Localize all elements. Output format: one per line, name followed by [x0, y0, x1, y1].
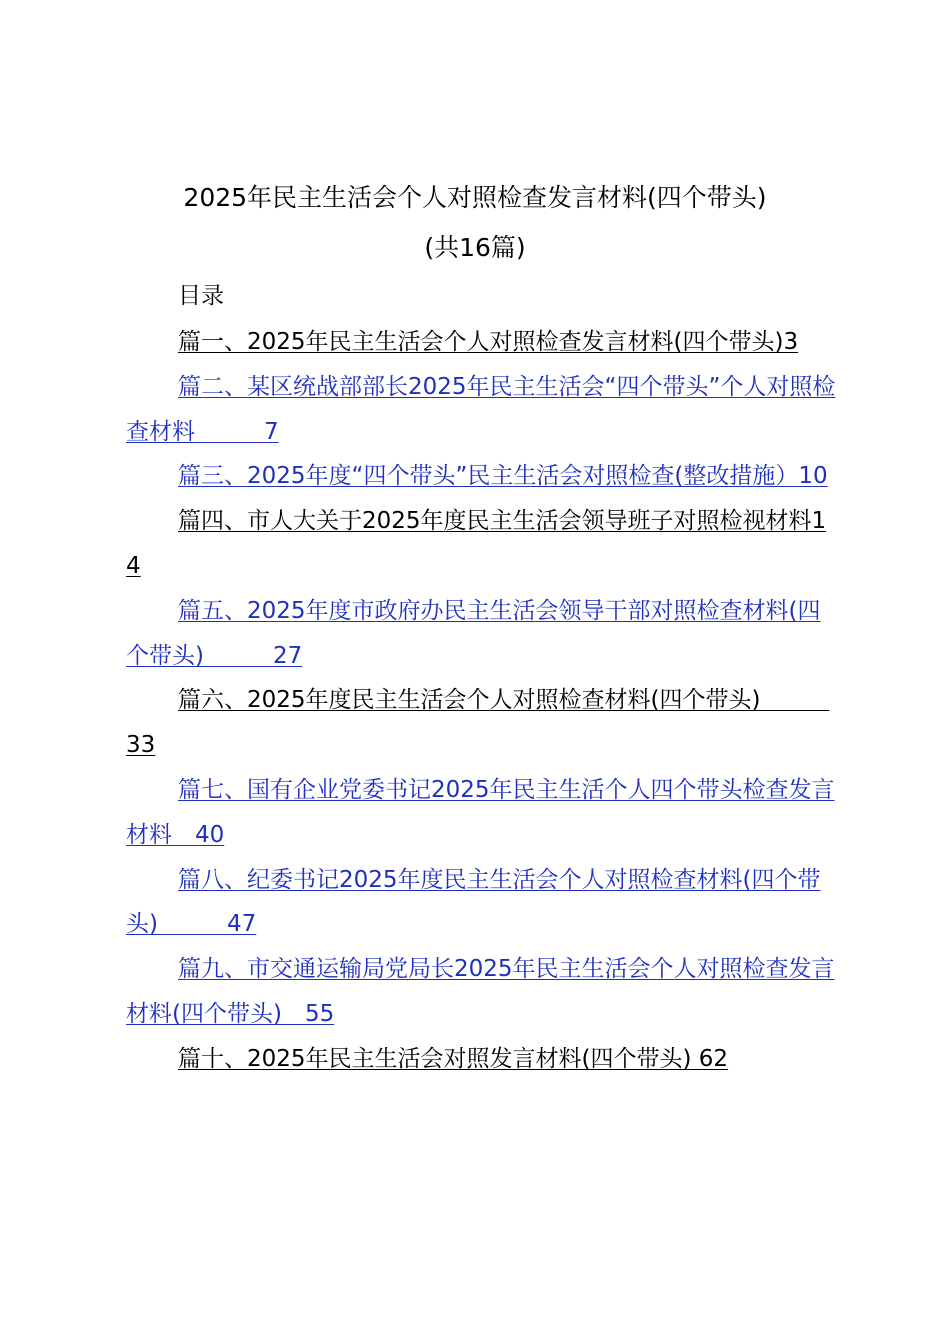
toc-entry-7[interactable]: 篇七、国有企业党委书记2025年民主生活个人四个带头检查发言材料 40 — [126, 776, 835, 848]
toc-entry-2[interactable]: 篇二、某区统战部部长2025年民主生活会“四个带头”个人对照检查材料 7 — [126, 373, 836, 445]
toc-entry-5[interactable]: 篇五、2025年度市政府办民主生活会领导干部对照检查材料(四个带头) 27 — [126, 597, 821, 669]
document-subtitle: (共16篇) — [424, 233, 526, 262]
table-of-contents — [126, 320, 836, 1082]
toc-entry-1[interactable]: 篇一、2025年民主生活会个人对照检查发言材料(四个带头)3 — [178, 329, 799, 355]
toc-entry-6[interactable]: 篇六、2025年度民主生活会个人对照检查材料(四个带头) 33 — [126, 687, 830, 759]
toc-entry-3[interactable]: 篇三、2025年度“四个带头”民主生活会对照检查(整改措施）10 — [178, 463, 828, 490]
toc-entry-8[interactable]: 篇八、纪委书记2025年度民主生活会个人对照检查材料(四个带头) 47 — [126, 866, 821, 938]
toc-entry-10[interactable]: 篇十、2025年民主生活会对照发言材料(四个带头) 62 — [178, 1045, 729, 1072]
toc-entry-4[interactable]: 篇四、市人大关于2025年度民主生活会领导班子对照检视材料14 — [126, 508, 827, 579]
document-title: 2025年民主生活会个人对照检查发言材料(四个带头) — [183, 183, 767, 212]
toc-entry-9[interactable]: 篇九、市交通运输局党局长2025年民主生活会个人对照检查发言材料(四个带头) 55 — [126, 956, 835, 1027]
toc-heading: 目录 — [178, 283, 224, 309]
